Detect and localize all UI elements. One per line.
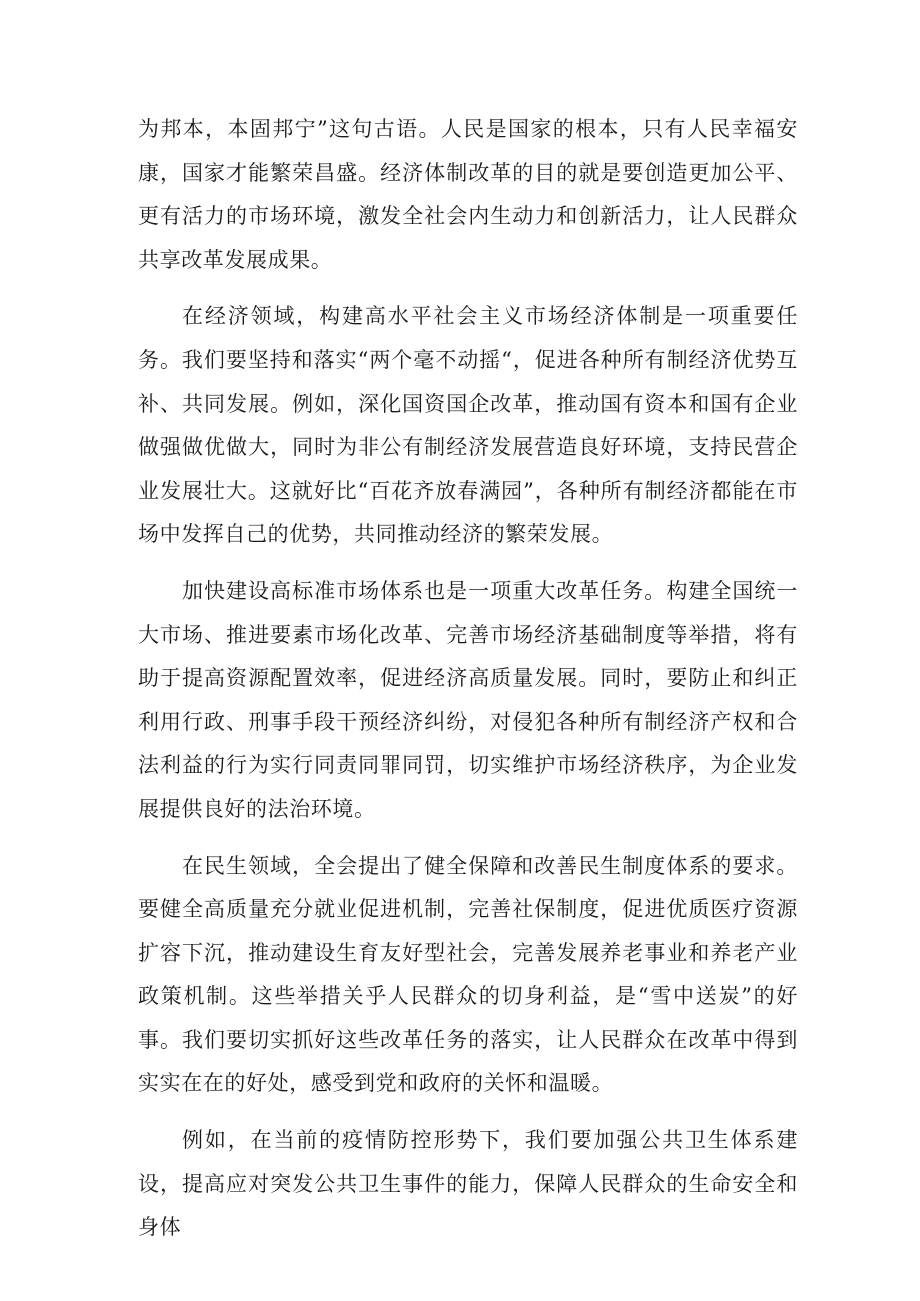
paragraph-continuation: 为邦本，本固邦宁”这句古语。人民是国家的根本，只有人民幸福安康，国家才能繁荣昌盛。经济体制改革的目的就是要创造更加公平、更有活力的市场环境，激发全社会内生动力和创新活力，让人民群众共享改革发展成果。 — [138, 117, 798, 272]
document-body — [138, 108, 798, 1250]
paragraph-economic-field: 在经济领域，构建高水平社会主义市场经济体制是一项重要任务。我们要坚持和落实“两个毫不动摇“，促进各种所有制经济优势互补、共同发展。例如，深化国资国企改革，推动国有资本和国有企业做强做优做大，同时为非公有制经济发展营造良好环境，支持民营企业发展壮大。这就好比“百花齐放春满园”，各种所有制经济都能在市场中发挥自己的优势，共同推动经济的繁荣发展。 — [138, 304, 798, 547]
paragraph-livelihood-field: 在民生领域，全会提出了健全保障和改善民生制度体系的要求。要健全高质量充分就业促进机制，完善社保制度，促进优质医疗资源扩容下沉，推动建设生育友好型社会，完善发展养老事业和养老产业政策机制。这些举措关乎人民群众的切身利益，是“雪中送炭”的好事。我们要切实抓好这些改革任务的落实，让人民群众在改革中得到实实在在的好处，感受到党和政府的关怀和温暖。 — [138, 853, 798, 1096]
paragraph-public-health-example: 例如，在当前的疫情防控形势下，我们要加强公共卫生体系建设，提高应对突发公共卫生事件的能力，保障人民群众的生命安全和身体 — [138, 1128, 798, 1240]
paragraph-market-system: 加快建设高标准市场体系也是一项重大改革任务。构建全国统一大市场、推进要素市场化改革、完善市场经济基础制度等举措，将有助于提高资源配置效率，促进经济高质量发展。同时，要防止和纠正利用行政、刑事手段干预经济纠纷，对侵犯各种所有制经济产权和合法利益的行为实行同责同罪同罚，切实维护市场经济秩序，为企业发展提供良好的法治环境。 — [138, 578, 798, 821]
